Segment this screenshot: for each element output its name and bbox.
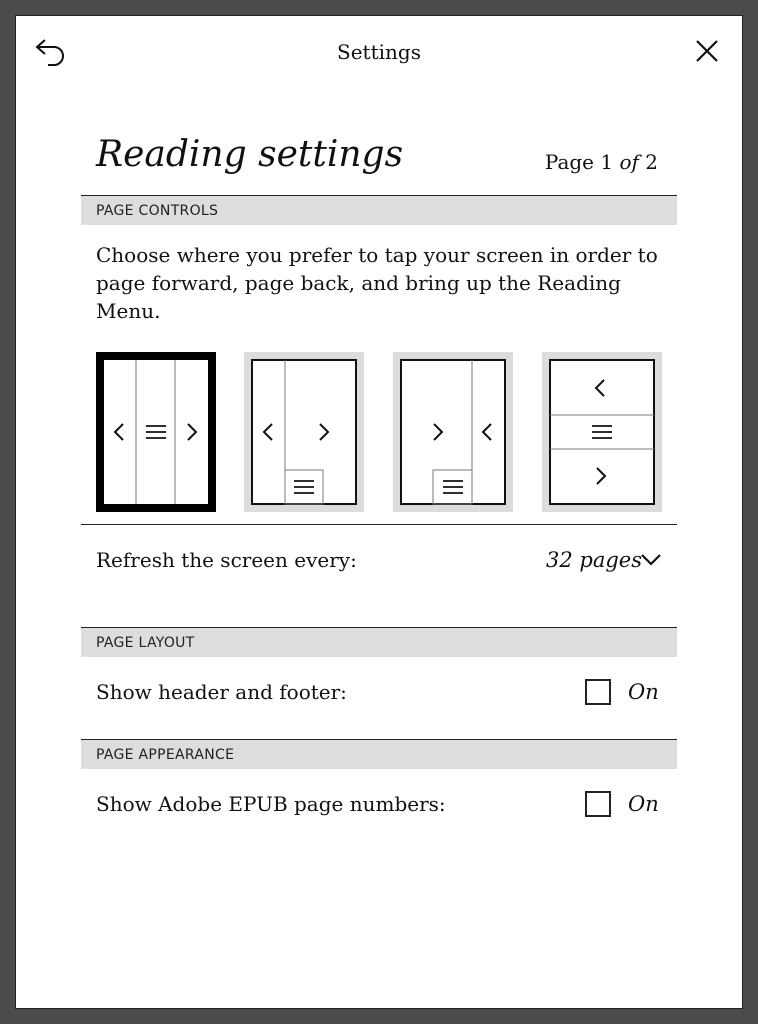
header-footer-checkbox[interactable] bbox=[585, 679, 611, 705]
refresh-label: Refresh the screen every: bbox=[96, 548, 357, 572]
page-indicator-total: 2 bbox=[638, 150, 658, 174]
header-footer-label: Show header and footer: bbox=[96, 680, 347, 704]
close-button[interactable] bbox=[694, 38, 720, 64]
epub-numbers-checkbox[interactable] bbox=[585, 791, 611, 817]
epub-numbers-on-label[interactable]: On bbox=[628, 792, 659, 816]
tap-option-menu-bottom[interactable] bbox=[244, 352, 364, 512]
page-indicator-of: of bbox=[619, 150, 639, 174]
tap-option-horizontal-rows[interactable] bbox=[542, 352, 662, 512]
chevron-down-icon bbox=[640, 551, 662, 569]
page-indicator-prefix: Page 1 bbox=[544, 150, 620, 174]
top-bar bbox=[16, 16, 742, 88]
page-controls-description: Choose where you prefer to tap your screen in order to page forward, page back, and bring up the Reading Menu. bbox=[96, 243, 658, 323]
settings-screen bbox=[15, 15, 743, 1009]
tap-option-reversed-menu-bottom[interactable] bbox=[393, 352, 513, 512]
topbar-title: Settings bbox=[337, 40, 421, 64]
page-title: Reading settings bbox=[96, 134, 404, 175]
epub-numbers-label: Show Adobe EPUB page numbers: bbox=[96, 792, 446, 816]
section-header-page-appearance: PAGE APPEARANCE bbox=[81, 739, 677, 769]
refresh-value-dropdown[interactable]: 32 pages bbox=[545, 548, 642, 572]
refresh-dropdown-toggle[interactable] bbox=[640, 551, 662, 569]
header-footer-on-label[interactable]: On bbox=[628, 680, 659, 704]
close-icon bbox=[694, 38, 720, 64]
section-header-page-controls: PAGE CONTROLS bbox=[81, 195, 677, 225]
section-header-page-layout: PAGE LAYOUT bbox=[81, 627, 677, 657]
page-indicator bbox=[545, 150, 658, 174]
tap-option-three-column[interactable] bbox=[96, 352, 216, 512]
divider bbox=[81, 524, 677, 525]
